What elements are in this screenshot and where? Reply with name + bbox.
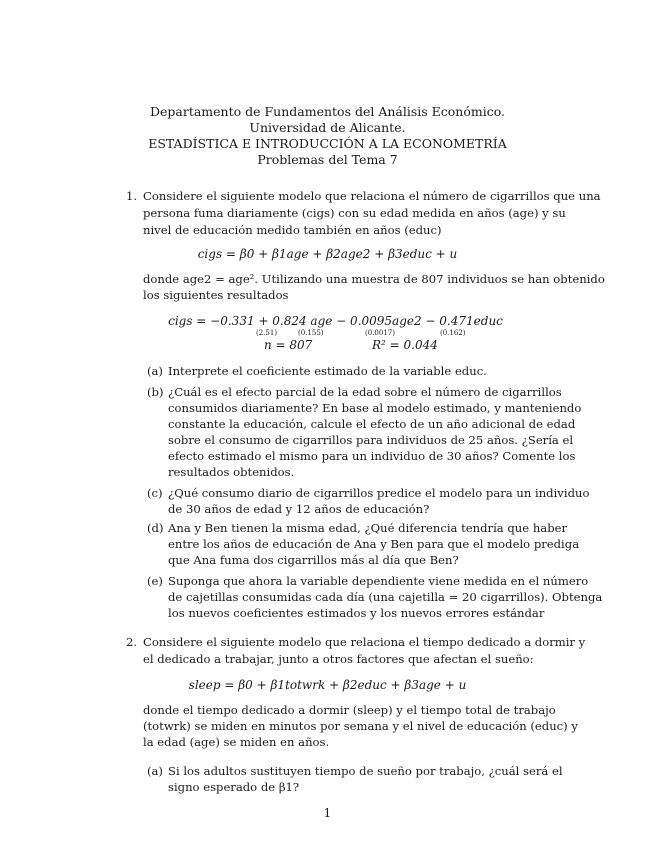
- department-line: Departamento de Fundamentos del Análisis Económico.: [149, 104, 506, 119]
- problem-1-intro-line: Considere el siguiente modelo que relaciona el número de cigarrillos que una: [143, 189, 601, 203]
- problem-2-intro-line: el dedicado a trabajar, junto a otros factores que afectan el sueño:: [143, 652, 534, 666]
- problem-2-model-equation: sleep = β0 + β1totwrk + β2educ + β3age + u: [188, 678, 467, 692]
- item-text-line: de cajetillas consumidas cada día (una cajetilla = 20 cigarrillos). Obtenga: [168, 590, 603, 604]
- course-title: ESTADÍSTICA E INTRODUCCIÓN A LA ECONOMETRÍA: [148, 136, 507, 151]
- r-squared: R² = 0.044: [372, 338, 438, 352]
- item-label: (d): [147, 521, 164, 535]
- problem-2-text-line: la edad (age) se miden en años.: [143, 735, 330, 749]
- item-text-line: constante la educación, calcule el efecto de un año adicional de edad: [168, 417, 576, 431]
- item-text-line: que Ana fuma dos cigarrillos más al día que Ben?: [168, 553, 459, 567]
- item-label: (a): [147, 364, 163, 378]
- problem-1-model-equation: cigs = β0 + β1age + β2age2 + β3educ + u: [197, 247, 458, 261]
- sample-size: n = 807: [264, 338, 313, 352]
- page-number: 1: [323, 806, 332, 820]
- std-error-age2: (0.0017): [365, 329, 395, 337]
- item-text-line: de 30 años de edad y 12 años de educación?: [168, 502, 430, 516]
- item-label: (a): [147, 764, 163, 778]
- problem-1-intro-line: nivel de educación medido también en años (educ): [143, 223, 442, 237]
- item-text-line: ¿Cuál es el efecto parcial de la edad sobre el número de cigarrillos: [168, 385, 562, 399]
- item-text-line: Suponga que ahora la variable dependiente viene medida en el número: [168, 574, 589, 588]
- problem-1-number: 1.: [126, 189, 138, 203]
- item-label: (b): [147, 385, 164, 399]
- item-text-line: entre los años de educación de Ana y Ben para que el modelo prediga: [168, 537, 580, 551]
- item-text-line: Interprete el coeficiente estimado de la variable educ.: [168, 364, 487, 378]
- item-text-line: resultados obtenidos.: [168, 465, 295, 479]
- item-text-line: consumidos diariamente? En base al modelo estimado, y manteniendo: [168, 401, 582, 415]
- item-text-line: Ana y Ben tienen la misma edad, ¿Qué diferencia tendría que haber: [168, 521, 568, 535]
- item-text-line: efecto estimado el mismo para un individuo de 30 años? Comente los: [168, 449, 576, 463]
- item-label: (e): [147, 574, 163, 588]
- problem-1-text-line: donde age2 = age². Utilizando una muestra de 807 individuos se han obtenido: [143, 272, 605, 286]
- item-text-line: los nuevos coeficientes estimados y los nuevos errores estándar: [168, 606, 545, 620]
- item-text-line: sobre el consumo de cigarrillos para individuos de 25 años. ¿Sería el: [168, 433, 574, 447]
- problem-1-text-line: los siguientes resultados: [143, 288, 289, 302]
- problem-2-intro-line: Considere el siguiente modelo que relaciona el tiempo dedicado a dormir y: [143, 635, 586, 649]
- item-text-line: signo esperado de β1?: [168, 780, 300, 794]
- std-error-educ: (0.162): [440, 329, 466, 337]
- item-text-line: Si los adultos sustituyen tiempo de sueño por trabajo, ¿cuál será el: [168, 764, 563, 778]
- item-text-line: ¿Qué consumo diario de cigarrillos predice el modelo para un individuo: [168, 486, 590, 500]
- problem-1-intro-line: persona fuma diariamente (cigs) con su edad medida en años (age) y su: [143, 206, 566, 220]
- problem-2-text-line: (totwrk) se miden en minutos por semana y el nivel de educación (educ) y: [143, 719, 578, 733]
- std-error-age: (0.155): [298, 329, 324, 337]
- university-line: Universidad de Alicante.: [249, 120, 406, 135]
- estimated-equation: cigs = −0.331 + 0.824 age − 0.0095age2 − 0.471educ: [168, 314, 503, 328]
- std-error-intercept: (2.51): [256, 329, 278, 337]
- problem-set-title: Problemas del Tema 7: [257, 152, 398, 167]
- problem-2-text-line: donde el tiempo dedicado a dormir (sleep) y el tiempo total de trabajo: [143, 703, 556, 717]
- item-label: (c): [147, 486, 163, 500]
- problem-2-number: 2.: [126, 635, 138, 649]
